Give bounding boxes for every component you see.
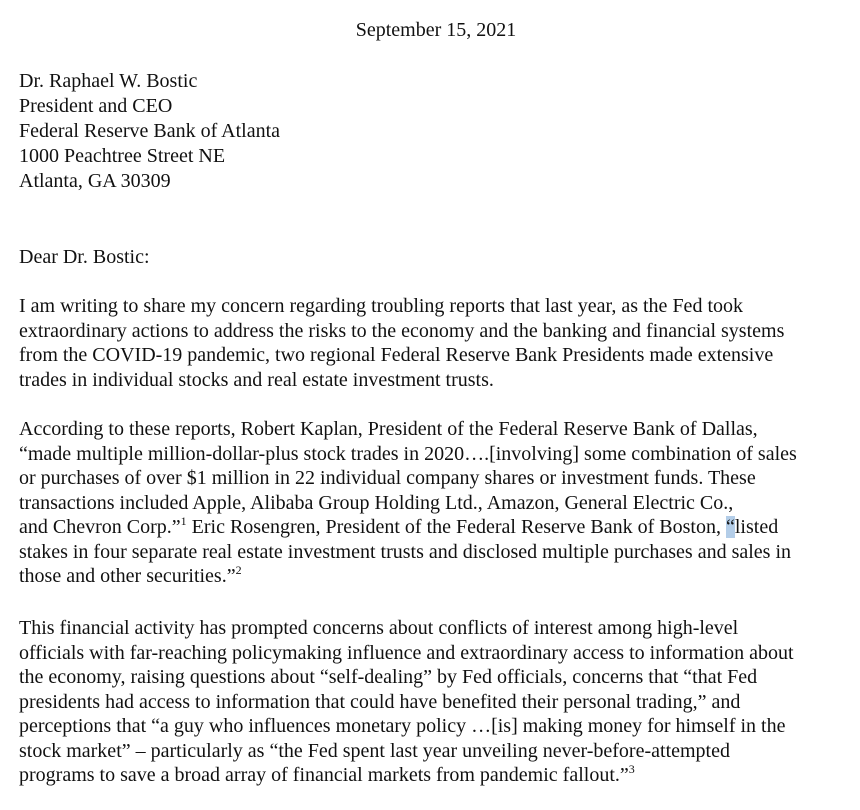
paragraph-2-text: Eric Rosengren, President of the Federal Reserve Bank of Boston, [186, 516, 726, 538]
paragraph-2-line: or purchases of over $1 million in 22 individual company shares or investment funds. These [19, 467, 756, 489]
recipient-city: Atlanta, GA 30309 [19, 170, 171, 192]
paragraph-1-line: extraordinary actions to address the risks to the economy and the banking and financial systems [19, 319, 785, 342]
paragraph-2-line: transactions included Apple, Alibaba Group Holding Ltd., Amazon, General Electric Co., [19, 491, 734, 514]
paragraph-3-line: the economy, raising questions about “self-dealing” by Fed officials, concerns that “that Fed [19, 666, 758, 688]
paragraph-3-line: officials with far-reaching policymaking influence and extraordinary access to information about [19, 641, 794, 664]
paragraph-1 [19, 294, 859, 392]
salutation: Dear Dr. Bostic: [19, 246, 150, 268]
paragraph-3-line: This financial activity has prompted concerns about conflicts of interest among high-level [19, 617, 739, 639]
paragraph-2-line: “made multiple million-dollar-plus stock trades in 2020….[involving] some combination of sales [19, 442, 797, 465]
paragraph-2-line [19, 515, 859, 540]
footnote-ref-1[interactable]: 1 [180, 514, 187, 528]
paragraph-2-text: those and other securities.” [19, 565, 236, 587]
text-selection-highlight[interactable]: “ [725, 516, 735, 538]
paragraph-3-line: perceptions that “a guy who influences monetary policy …[is] making money for himself in the [19, 715, 786, 737]
paragraph-1-line: trades in individual stocks and real estate investment trusts. [19, 368, 494, 391]
paragraph-2-line: stakes in four separate real estate investment trusts and disclosed multiple purchases and sales in [19, 540, 792, 563]
paragraph-2-text: and Chevron Corp.” [19, 516, 181, 538]
paragraph-2 [19, 417, 859, 589]
paragraph-1-line: from the COVID-19 pandemic, two regional Federal Reserve Bank Presidents made extensive [19, 344, 774, 366]
recipient-organization: Federal Reserve Bank of Atlanta [19, 120, 281, 142]
footnote-ref-2[interactable]: 2 [235, 563, 242, 577]
recipient-title: President and CEO [19, 95, 173, 117]
paragraph-1-line: I am writing to share my concern regarding troubling reports that last year, as the Fed took [19, 295, 743, 317]
paragraph-3-line: presidents had access to information that could have benefited their personal trading,” and [19, 690, 741, 713]
recipient-street: 1000 Peachtree Street NE [19, 145, 226, 167]
recipient-name: Dr. Raphael W. Bostic [19, 70, 198, 92]
paragraph-2-text: listed [734, 516, 779, 538]
paragraph-2-line: According to these reports, Robert Kaplan, President of the Federal Reserve Bank of Dallas, [19, 418, 758, 440]
paragraph-3-line [19, 763, 859, 788]
recipient-address [19, 69, 280, 194]
paragraph-3 [19, 616, 859, 788]
paragraph-2-line [19, 564, 859, 589]
footnote-ref-3[interactable]: 3 [628, 762, 635, 776]
letter-date: September 15, 2021 [355, 19, 517, 41]
paragraph-3-text: programs to save a broad array of financial markets from pandemic fallout.” [19, 764, 629, 786]
paragraph-3-line: stock market” – particularly as “the Fed spent last year unveiling never-before-attempted [19, 739, 730, 762]
